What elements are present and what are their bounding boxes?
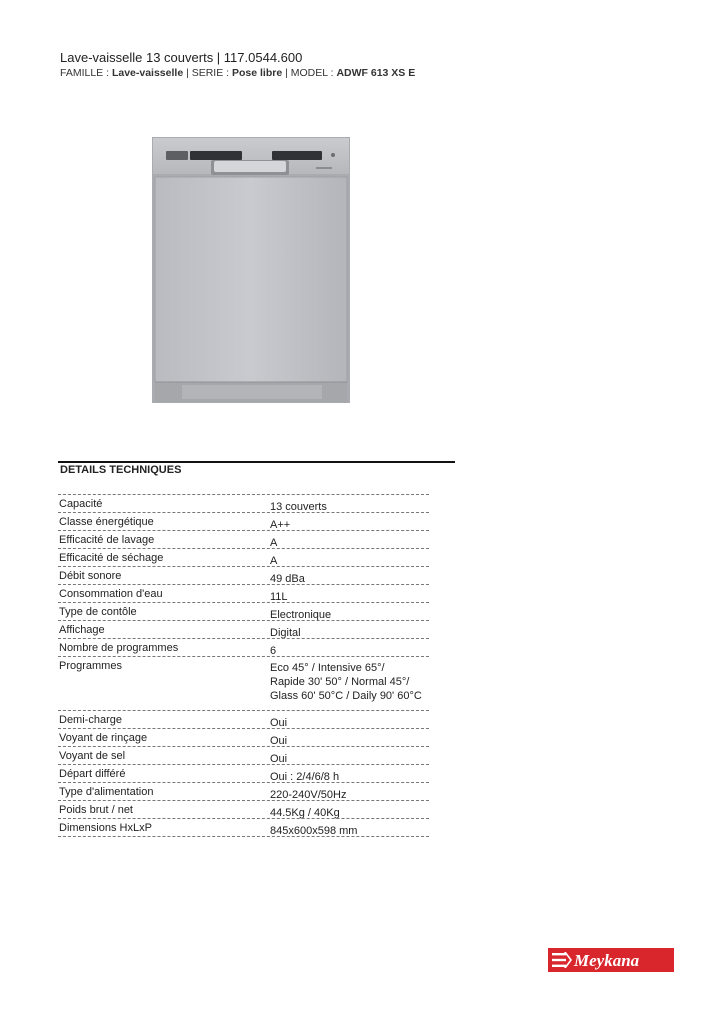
serie-label: | SERIE : — [183, 67, 232, 79]
spec-label: Consommation d'eau — [59, 588, 163, 600]
spec-value: 6 — [270, 645, 277, 657]
spec-value — [270, 661, 422, 703]
table-row — [58, 638, 429, 656]
spec-value: 13 couverts — [270, 501, 327, 513]
spec-value: A — [270, 555, 278, 567]
spec-label: Nombre de programmes — [59, 642, 179, 654]
table-end-rule — [58, 836, 429, 837]
spec-label: Demi-charge — [59, 714, 122, 726]
spec-value: 11L — [270, 591, 288, 603]
spec-value: Oui — [270, 717, 288, 729]
table-row — [58, 728, 429, 746]
table-row — [58, 584, 429, 602]
serie-value: Pose libre — [231, 67, 283, 79]
dishwasher-image — [152, 137, 350, 403]
spec-label: Classe énergétique — [59, 516, 154, 528]
spec-value: A++ — [270, 519, 291, 531]
page-title: Lave-vaisselle 13 couverts | 117.0544.600 — [60, 50, 303, 65]
table-row — [58, 620, 429, 638]
table-row — [58, 548, 429, 566]
program-line: Rapide 30' 50° / Normal 45°/ — [270, 676, 410, 688]
spec-value: 49 dBa — [270, 573, 305, 585]
table-row — [58, 656, 429, 710]
table-row — [58, 512, 429, 530]
spec-value: 845x600x598 mm — [270, 825, 358, 837]
spec-value: Electronique — [270, 609, 332, 621]
spec-label: Capacité — [59, 498, 103, 510]
table-row — [58, 530, 429, 548]
program-line: Eco 45° / Intensive 65°/ — [270, 662, 385, 674]
spec-label: Type d'alimentation — [59, 786, 154, 798]
table-row — [58, 710, 429, 728]
table-row — [58, 818, 429, 836]
model-value: ADWF 613 XS E — [336, 67, 416, 79]
spec-value: Oui : 2/4/6/8 h — [270, 771, 340, 783]
spec-label: Voyant de sel — [59, 750, 126, 762]
spec-value: Oui — [270, 753, 288, 765]
spec-label: Voyant de rinçage — [59, 732, 148, 744]
spec-label: Affichage — [59, 624, 105, 636]
spec-value: Digital — [270, 627, 301, 639]
famille-label: FAMILLE : — [60, 67, 112, 79]
table-row — [58, 782, 429, 800]
table-row — [58, 764, 429, 782]
spec-value: Oui — [270, 735, 288, 747]
spec-label: Départ différé — [59, 768, 126, 780]
table-row — [58, 746, 429, 764]
specs-table — [58, 494, 429, 837]
spec-label: Programmes — [59, 660, 122, 672]
model-label: | MODEL : — [282, 67, 337, 79]
spec-label: Type de contôle — [59, 606, 137, 618]
table-row — [58, 602, 429, 620]
spec-value: A — [270, 537, 278, 549]
spec-label: Débit sonore — [59, 570, 122, 582]
product-classification — [60, 67, 415, 79]
section-title: DETAILS TECHNIQUES — [60, 464, 182, 476]
spec-label: Poids brut / net — [59, 804, 133, 816]
spec-value: 220-240V/50Hz — [270, 789, 347, 801]
program-line: Glass 60' 50°C / Daily 90' 60°C — [270, 690, 422, 702]
table-row — [58, 800, 429, 818]
spec-label: Efficacité de lavage — [59, 534, 155, 546]
famille-value: Lave-vaisselle — [111, 67, 184, 79]
brand-name: Meykana — [574, 951, 640, 970]
spec-value: 44.5Kg / 40Kg — [270, 807, 340, 819]
brand-logo — [548, 948, 674, 972]
spec-label: Efficacité de séchage — [59, 552, 164, 564]
section-divider — [58, 461, 455, 463]
table-row — [58, 566, 429, 584]
spec-label: Dimensions HxLxP — [59, 822, 152, 834]
table-row — [58, 494, 429, 512]
